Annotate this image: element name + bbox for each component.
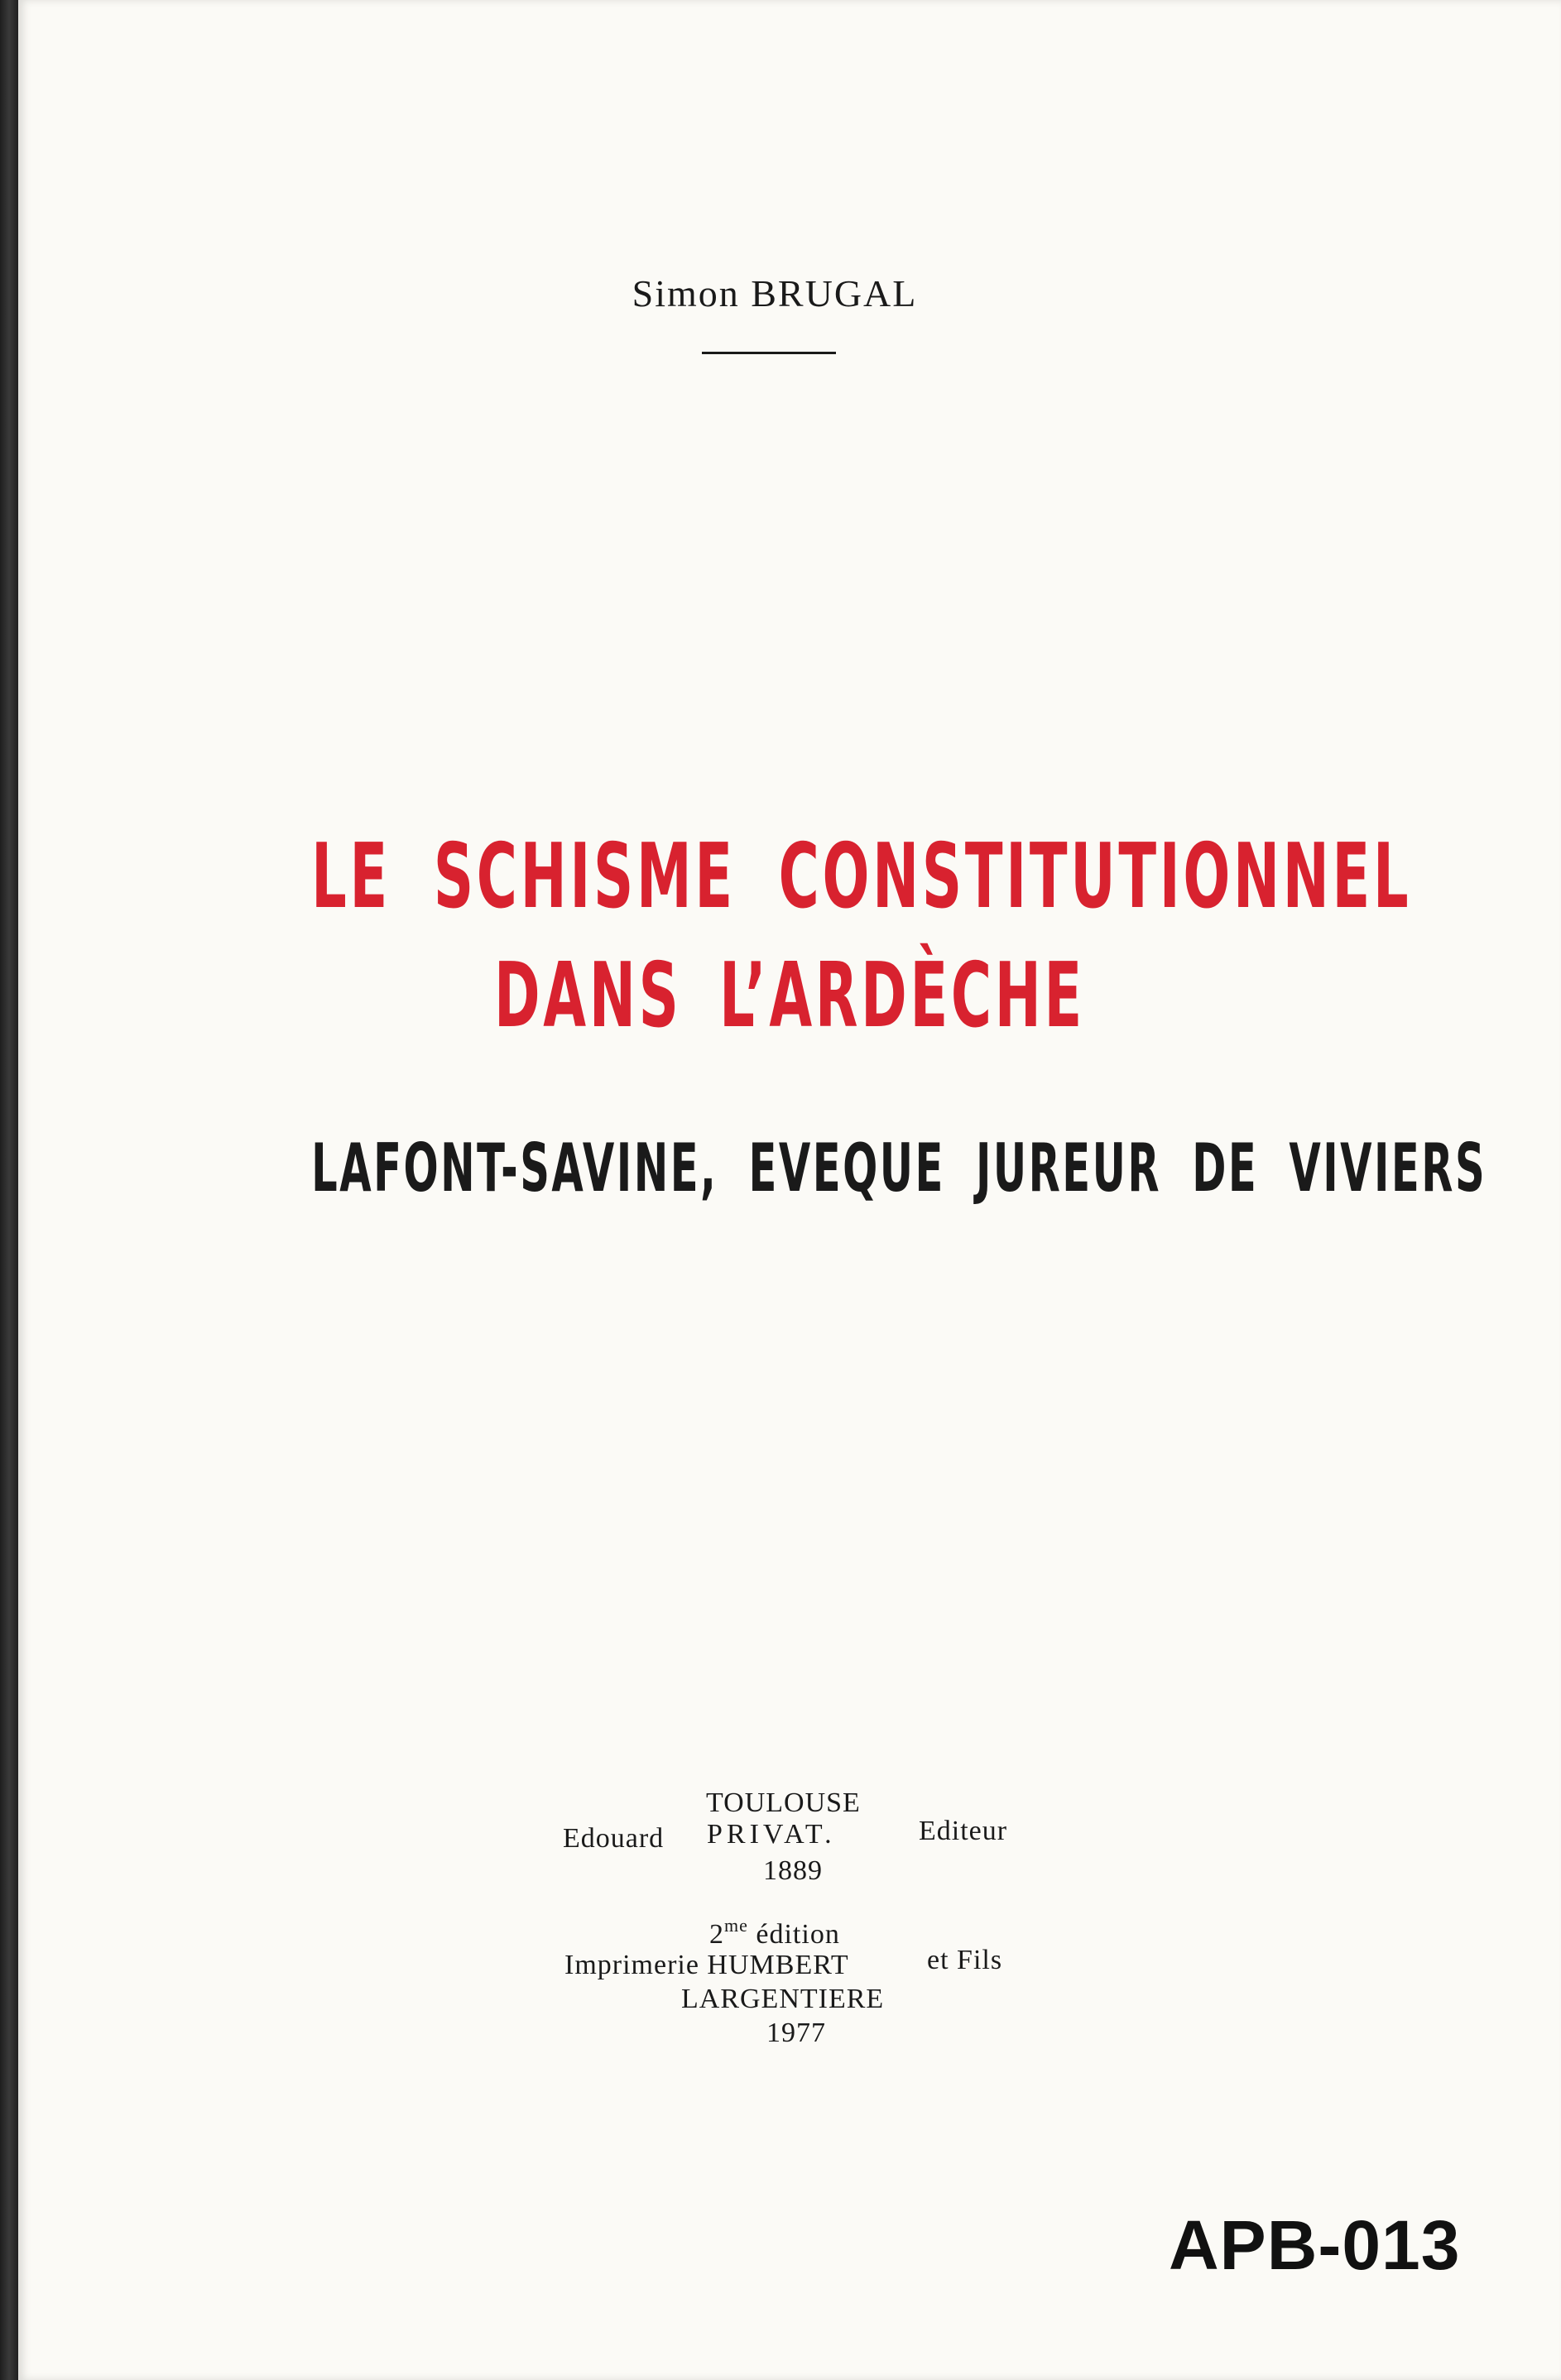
imprint-printer: Imprimerie HUMBERT xyxy=(564,1950,849,1980)
imprint-edition-word: édition xyxy=(756,1919,840,1950)
imprint-publisher-first: Edouard xyxy=(563,1823,665,1854)
imprint-edition xyxy=(709,1915,840,1951)
imprint-city: TOULOUSE xyxy=(706,1787,861,1818)
imprint-printer-city: LARGENTIERE xyxy=(681,1984,885,2014)
book-spine xyxy=(0,0,18,2380)
book-title xyxy=(18,825,1561,1048)
author-name-text: Simon BRUGAL xyxy=(632,272,918,314)
book-title-line-1: LE SCHISME CONSTITUTIONNEL xyxy=(311,825,1412,928)
author-name xyxy=(18,271,1561,315)
author-divider xyxy=(702,352,836,354)
imprint-edition-number: 2 xyxy=(709,1919,724,1950)
book-subtitle: LAFONT-SAVINE, EVEQUE JUREUR DE VIVIERS xyxy=(311,1130,1487,1207)
imprint-publisher-name: PRIVAT. xyxy=(707,1819,836,1850)
imprint-publisher-role: Editeur xyxy=(919,1816,1008,1846)
title-page xyxy=(18,0,1561,2380)
catalog-label: APB-013 xyxy=(1169,2206,1461,2284)
imprint-edition-suffix: me xyxy=(724,1915,748,1936)
imprint-printer-suffix: et Fils xyxy=(927,1945,1003,1975)
imprint-year-first: 1889 xyxy=(763,1855,823,1886)
book-title-line-2: DANS L’ARDÈCHE xyxy=(493,944,1085,1048)
imprint-year-second: 1977 xyxy=(766,2018,826,2048)
